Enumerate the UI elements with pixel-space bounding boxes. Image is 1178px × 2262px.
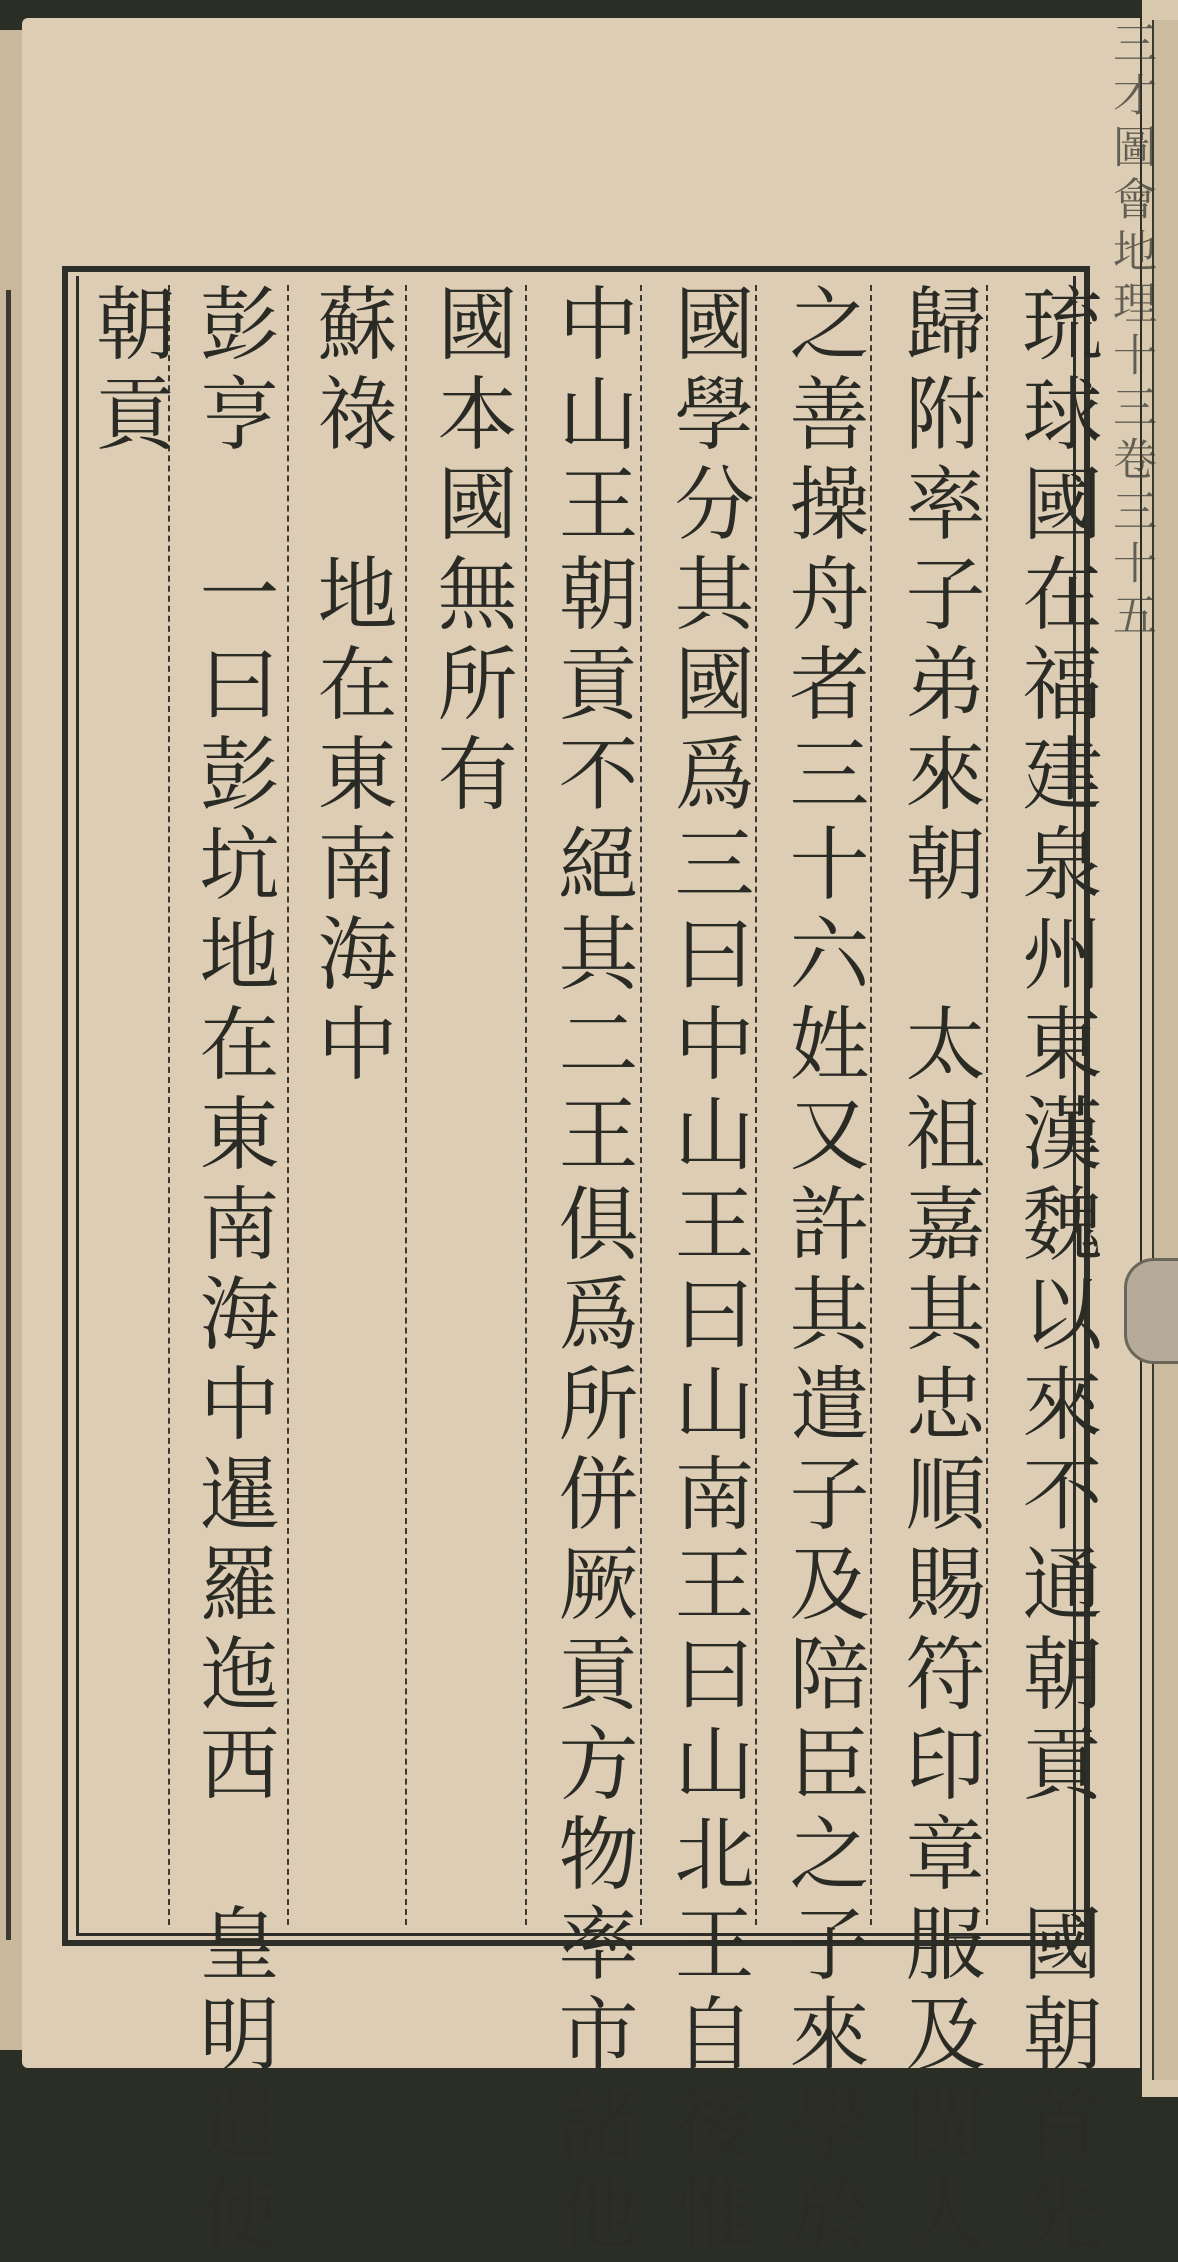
previous-page-edge bbox=[0, 30, 22, 2050]
text-column-5: 中山王朝貢不絕其二王俱爲所併厥貢方物率市諸他 bbox=[545, 282, 638, 2262]
page-number: 三十五 bbox=[1105, 488, 1156, 644]
text-column-2: 歸附率子弟來朝 太祖嘉其忠順賜符印章服及閩人 bbox=[892, 282, 985, 2262]
column-rule bbox=[168, 285, 170, 1925]
text-column-1: 琉球國在福建泉州東漢魏以來不通朝貢 國朝首先 bbox=[1009, 282, 1102, 2262]
column-rule bbox=[870, 285, 872, 1925]
column-rule bbox=[287, 285, 289, 1925]
column-rule bbox=[640, 285, 642, 1925]
book-title: 三才圖會 bbox=[1105, 20, 1156, 228]
text-column-6: 國本國無所有 bbox=[424, 282, 517, 822]
text-column-8: 彭亨 一曰彭坑地在東南海中暹羅迤西 皇明遣使 bbox=[186, 282, 279, 2262]
fore-edge-title bbox=[1105, 20, 1162, 1720]
text-column-9: 朝貢 bbox=[82, 282, 175, 462]
previous-page-border bbox=[6, 290, 11, 1940]
text-column-3: 之善操舟者三十六姓又許其遣子及陪臣之子來學於 bbox=[776, 282, 869, 2262]
column-rule bbox=[525, 285, 527, 1925]
column-rule bbox=[405, 285, 407, 1925]
column-rule bbox=[755, 285, 757, 1925]
page-clip bbox=[1124, 1258, 1178, 1364]
text-column-7: 蘇祿 地在東南海中 bbox=[304, 282, 397, 1092]
column-rule bbox=[986, 285, 988, 1925]
book-section: 地理十三卷 bbox=[1105, 228, 1156, 488]
text-column-4: 國學分其國爲三曰中山王曰山南王曰山北王自後惟 bbox=[661, 282, 754, 2262]
